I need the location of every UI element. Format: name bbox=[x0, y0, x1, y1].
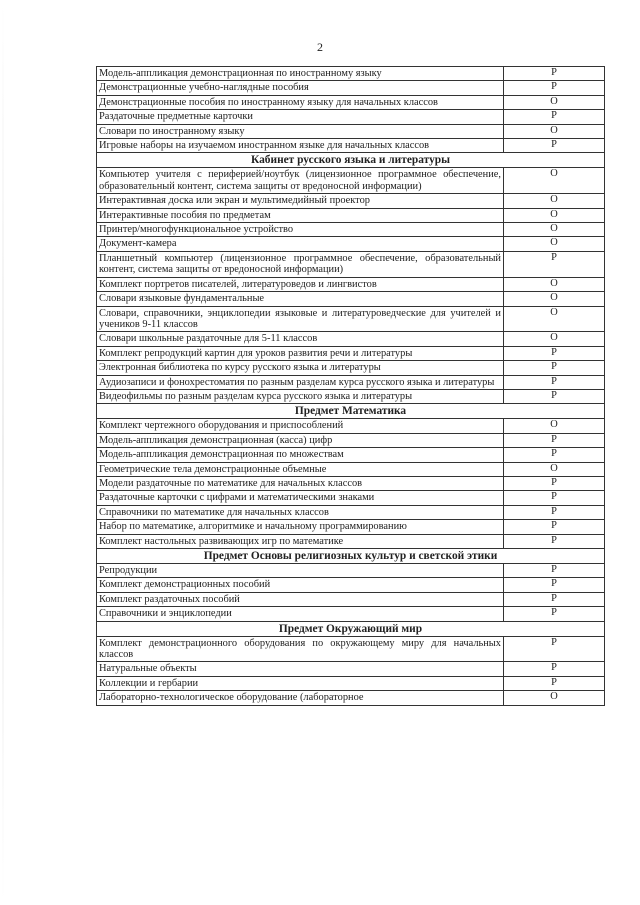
item-code: Р bbox=[504, 520, 605, 534]
section-header-row bbox=[97, 153, 605, 168]
item-name: Интерактивная доска или экран и мультимедийный проектор bbox=[97, 194, 504, 208]
table-row bbox=[97, 448, 605, 462]
table-row bbox=[97, 168, 605, 194]
item-name: Справочники и энциклопедии bbox=[97, 607, 504, 621]
table-row bbox=[97, 607, 605, 621]
item-code: О bbox=[504, 223, 605, 237]
section-title: Кабинет русского языка и литературы bbox=[97, 153, 605, 168]
item-name: Модель-аппликация демонстрационная по множествам bbox=[97, 448, 504, 462]
table-row bbox=[97, 662, 605, 676]
table-row bbox=[97, 578, 605, 592]
item-name: Натуральные объекты bbox=[97, 662, 504, 676]
item-name: Раздаточные карточки с цифрами и математическими знаками bbox=[97, 491, 504, 505]
item-name: Документ-камера bbox=[97, 237, 504, 251]
table-row bbox=[97, 194, 605, 208]
table-row bbox=[97, 332, 605, 346]
item-name: Словари, справочники, энциклопедии языковые и литературоведческие для учителей и учеников 9-11 классов bbox=[97, 306, 504, 332]
item-name: Комплект настольных развивающих игр по математике bbox=[97, 534, 504, 548]
table-row bbox=[97, 676, 605, 690]
item-name: Набор по математике, алгоритмике и начальному программированию bbox=[97, 520, 504, 534]
section-header-row bbox=[97, 621, 605, 636]
section-title: Предмет Основы религиозных культур и светской этики bbox=[97, 549, 605, 564]
item-code: Р bbox=[504, 81, 605, 95]
section-title: Предмет Математика bbox=[97, 404, 605, 419]
item-code: Р bbox=[504, 564, 605, 578]
item-name: Комплект портретов писателей, литературоведов и лингвистов bbox=[97, 277, 504, 291]
item-name: Видеофильмы по разным разделам курса русского языка и литературы bbox=[97, 389, 504, 403]
table-row bbox=[97, 520, 605, 534]
table-row bbox=[97, 95, 605, 109]
item-code: О bbox=[504, 194, 605, 208]
item-code: О bbox=[504, 124, 605, 138]
item-name: Модель-аппликация демонстрационная по иностранному языку bbox=[97, 67, 504, 81]
table-row bbox=[97, 292, 605, 306]
table-row bbox=[97, 361, 605, 375]
item-code: Р bbox=[504, 251, 605, 277]
table-row bbox=[97, 462, 605, 476]
table-row bbox=[97, 81, 605, 95]
table-row bbox=[97, 237, 605, 251]
table-row bbox=[97, 375, 605, 389]
table-row bbox=[97, 124, 605, 138]
item-name: Игровые наборы на изучаемом иностранном языке для начальных классов bbox=[97, 139, 504, 153]
item-name: Компьютер учителя с периферией/ноутбук (лицензионное программное обеспечение, образовательный контент, система защиты от вредоносной информации) bbox=[97, 168, 504, 194]
table-row bbox=[97, 277, 605, 291]
item-code: Р bbox=[504, 505, 605, 519]
item-name: Комплект демонстрационных пособий bbox=[97, 578, 504, 592]
item-code: Р bbox=[504, 676, 605, 690]
item-code: О bbox=[504, 292, 605, 306]
item-name: Словари по иностранному языку bbox=[97, 124, 504, 138]
item-name: Модели раздаточные по математике для начальных классов bbox=[97, 476, 504, 490]
table-row bbox=[97, 564, 605, 578]
item-name: Комплект чертежного оборудования и приспособлений bbox=[97, 419, 504, 433]
item-name: Геометрические тела демонстрационные объемные bbox=[97, 462, 504, 476]
table-row bbox=[97, 592, 605, 606]
table-row bbox=[97, 636, 605, 662]
item-code: Р bbox=[504, 534, 605, 548]
item-code: Р bbox=[504, 636, 605, 662]
item-name: Модель-аппликация демонстрационная (касса) цифр bbox=[97, 433, 504, 447]
item-name: Интерактивные пособия по предметам bbox=[97, 208, 504, 222]
item-code: Р bbox=[504, 110, 605, 124]
item-code: Р bbox=[504, 476, 605, 490]
item-name: Демонстрационные учебно-наглядные пособия bbox=[97, 81, 504, 95]
table-row bbox=[97, 419, 605, 433]
table-row bbox=[97, 389, 605, 403]
item-name: Аудиозаписи и фонохрестоматия по разным разделам курса русского языка и литературы bbox=[97, 375, 504, 389]
section-header-row bbox=[97, 404, 605, 419]
table-row bbox=[97, 223, 605, 237]
table-row bbox=[97, 346, 605, 360]
table-row bbox=[97, 139, 605, 153]
item-code: О bbox=[504, 95, 605, 109]
item-code: Р bbox=[504, 361, 605, 375]
section-header-row bbox=[97, 549, 605, 564]
item-code: Р bbox=[504, 607, 605, 621]
equipment-table bbox=[96, 66, 605, 706]
item-code: О bbox=[504, 691, 605, 705]
item-name: Раздаточные предметные карточки bbox=[97, 110, 504, 124]
item-code: Р bbox=[504, 578, 605, 592]
table-row bbox=[97, 67, 605, 81]
item-code: Р bbox=[504, 389, 605, 403]
item-code: Р bbox=[504, 139, 605, 153]
item-code: Р bbox=[504, 433, 605, 447]
item-code: Р bbox=[504, 67, 605, 81]
section-title: Предмет Окружающий мир bbox=[97, 621, 605, 636]
item-code: Р bbox=[504, 346, 605, 360]
item-name: Планшетный компьютер (лицензионное программное обеспечение, образовательный контент, система защиты от вредоносной информации) bbox=[97, 251, 504, 277]
table-row bbox=[97, 691, 605, 705]
item-code: О bbox=[504, 332, 605, 346]
table-row bbox=[97, 433, 605, 447]
item-name: Демонстрационные пособия по иностранному языку для начальных классов bbox=[97, 95, 504, 109]
item-name: Справочники по математике для начальных классов bbox=[97, 505, 504, 519]
item-code: О bbox=[504, 306, 605, 332]
item-name: Словари школьные раздаточные для 5-11 классов bbox=[97, 332, 504, 346]
item-code: Р bbox=[504, 375, 605, 389]
table-row bbox=[97, 476, 605, 490]
item-name: Комплект демонстрационного оборудования по окружающему миру для начальных классов bbox=[97, 636, 504, 662]
table-row bbox=[97, 491, 605, 505]
item-code: О bbox=[504, 419, 605, 433]
item-code: Р bbox=[504, 491, 605, 505]
item-name: Комплект репродукций картин для уроков развития речи и литературы bbox=[97, 346, 504, 360]
page-number: 2 bbox=[317, 40, 323, 54]
item-name: Лабораторно-технологическое оборудование (лабораторное bbox=[97, 691, 504, 705]
item-code: Р bbox=[504, 448, 605, 462]
scan-edge bbox=[2, 0, 4, 905]
item-name: Комплект раздаточных пособий bbox=[97, 592, 504, 606]
table-row bbox=[97, 208, 605, 222]
item-code: О bbox=[504, 462, 605, 476]
item-name: Словари языковые фундаментальные bbox=[97, 292, 504, 306]
item-code: О bbox=[504, 208, 605, 222]
item-code: Р bbox=[504, 662, 605, 676]
table-row bbox=[97, 110, 605, 124]
table-row bbox=[97, 505, 605, 519]
item-code: О bbox=[504, 168, 605, 194]
item-code: О bbox=[504, 277, 605, 291]
table-row bbox=[97, 306, 605, 332]
item-name: Электронная библиотека по курсу русского языка и литературы bbox=[97, 361, 504, 375]
table-row bbox=[97, 251, 605, 277]
item-code: Р bbox=[504, 592, 605, 606]
item-name: Коллекции и гербарии bbox=[97, 676, 504, 690]
table-row bbox=[97, 534, 605, 548]
item-name: Принтер/многофункциональное устройство bbox=[97, 223, 504, 237]
item-name: Репродукции bbox=[97, 564, 504, 578]
item-code: О bbox=[504, 237, 605, 251]
